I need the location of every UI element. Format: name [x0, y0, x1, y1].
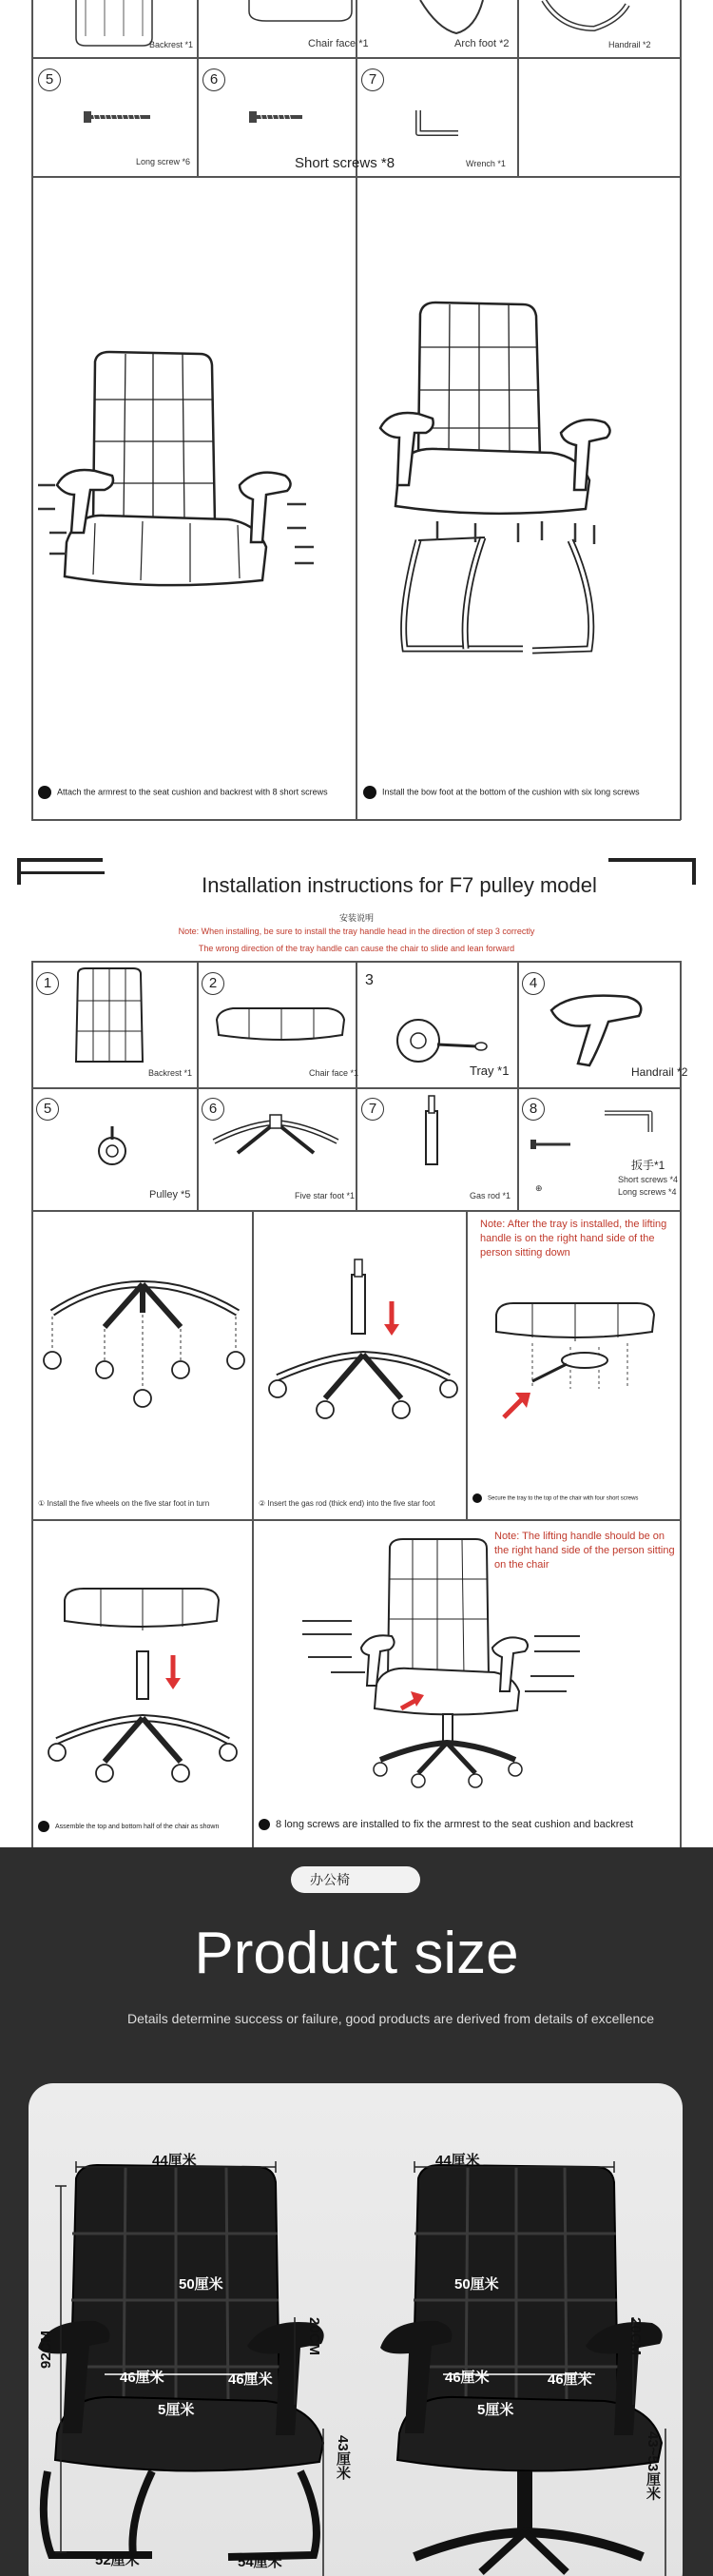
part-number: 1: [36, 972, 59, 995]
wheel-install-illustration: [38, 1237, 257, 1446]
dimension-lines: [0, 2119, 713, 2576]
part-number: 7: [361, 1098, 384, 1121]
step-assemble: Assemble the top and bottom half of the chair as shown: [38, 1821, 219, 1832]
gas-rod-label: Gas rod *1: [470, 1191, 511, 1200]
armchair-assembly-illustration: [38, 342, 361, 628]
tool-icon: ⊕: [535, 1183, 543, 1193]
dim-seat-depth: 5厘米: [158, 2402, 195, 2418]
part-number: 4: [522, 972, 545, 995]
assemble-halves-illustration: [38, 1579, 247, 1798]
install-note: Note: When installing, be sure to install the tray handle head in the direction of step 3 correctly: [178, 927, 535, 936]
tray-attach-illustration: [475, 1294, 675, 1446]
part-number: 8: [522, 1098, 545, 1121]
arch-foot-label: Arch foot *2: [454, 38, 510, 49]
long-screw-label: Long screw *6: [136, 157, 191, 166]
step-gas-rod: ② Insert the gas rod (thick end) into the five star foot: [259, 1499, 435, 1508]
handrail-label: Handrail *2: [608, 40, 651, 49]
backrest-label: Backrest *1: [148, 1068, 193, 1078]
category-tag: 办公椅: [291, 1866, 420, 1893]
step-bullet-icon: [363, 786, 376, 799]
corner-bracket: [17, 858, 103, 862]
step-bullet-icon: [38, 786, 51, 799]
dim-arm-height: 20CM: [306, 2317, 322, 2356]
part-number: 7: [361, 68, 384, 91]
part-number: 3: [365, 972, 374, 988]
product-size-subtitle: Details determine success or failure, good products are derived from details of excellence: [126, 2011, 655, 2026]
dim-seat-width-a-swivel: 46厘米: [445, 2370, 490, 2386]
dim-arm-height-swivel: 20CM: [627, 2317, 644, 2356]
tray-label: Tray *1: [470, 1064, 510, 1078]
handrail-label: Handrail *2: [631, 1065, 688, 1079]
part-number: 2: [202, 972, 224, 995]
dim-back-inner: 50厘米: [179, 2276, 223, 2293]
short-screws-label: Short screws *8: [295, 155, 395, 171]
step-tray: Secure the tray to the top of the chair with four short screws: [472, 1493, 638, 1503]
pulley-label: Pulley *5: [149, 1189, 191, 1200]
long-screws-label: Long screws *4: [618, 1187, 677, 1197]
dim-seat-depth-swivel: 5厘米: [477, 2402, 514, 2418]
wrench-label: Wrench *1: [466, 159, 506, 168]
chair-face-label: Chair face *1: [308, 38, 369, 49]
step-bullet-icon: [472, 1493, 482, 1503]
wrench-label: 扳手*1: [631, 1159, 665, 1172]
part-number: 6: [202, 68, 225, 91]
step-bullet-icon: [259, 1819, 270, 1830]
full-chair-assembly-illustration: [285, 1533, 599, 1790]
step-bullet-icon: [38, 1821, 49, 1832]
dim-leg-height-swivel: 43~53厘米: [645, 2431, 661, 2501]
tray-note: Note: After the tray is installed, the lifting handle is on the right hand side of the person sitting down: [480, 1219, 667, 1259]
dim-seat-width-a: 46厘米: [120, 2370, 164, 2386]
dim-base-b: 54厘米: [238, 2554, 282, 2570]
row-line: [31, 1519, 681, 1521]
section-subtitle: 安装说明: [338, 913, 374, 923]
backrest-label: Backrest *1: [149, 40, 194, 49]
dim-seat-width-b-swivel: 46厘米: [548, 2371, 592, 2388]
dim-seat-width-b: 46厘米: [228, 2371, 273, 2388]
part-number: 5: [36, 1098, 59, 1121]
product-size-title: Product size: [194, 1921, 519, 1986]
corner-bracket: [608, 858, 696, 862]
part-number: 5: [38, 68, 61, 91]
short-screws-label: Short screws *4: [618, 1175, 679, 1184]
part-number: 6: [202, 1098, 224, 1121]
step-long-screws: 8 long screws are installed to fix the armrest to the seat cushion and backrest: [259, 1819, 633, 1830]
gas-rod-insert-illustration: [259, 1237, 468, 1446]
dim-base-a: 52厘米: [95, 2552, 140, 2568]
step-caption-bowfoot: Install the bow foot at the bottom of the cushion with six long screws: [363, 786, 640, 799]
dim-top-width: 44厘米: [152, 2153, 197, 2169]
bow-foot-assembly-illustration: [380, 295, 694, 694]
lift-handle-note: Note: The lifting handle should be on the right hand side of the person sitting on the chair: [494, 1531, 675, 1571]
dim-leg-height: 43厘米: [335, 2435, 351, 2480]
step-caption-armrest: Attach the armrest to the seat cushion and backrest with 8 short screws: [38, 786, 328, 799]
five-star-label: Five star foot *1: [295, 1191, 356, 1200]
section-title: Installation instructions for F7 pulley model: [202, 873, 597, 897]
install-warning: The wrong direction of the tray handle can cause the chair to slide and lean forward: [198, 944, 515, 953]
step-wheels: ① Install the five wheels on the five star foot in turn: [38, 1499, 210, 1508]
dim-back-inner-swivel: 50厘米: [454, 2276, 499, 2293]
dim-total-height: 92CM: [38, 2331, 54, 2370]
dim-top-width-swivel: 44厘米: [435, 2153, 480, 2169]
chair-face-label: Chair face *1: [309, 1068, 359, 1078]
parts-illustration: [0, 963, 713, 1200]
